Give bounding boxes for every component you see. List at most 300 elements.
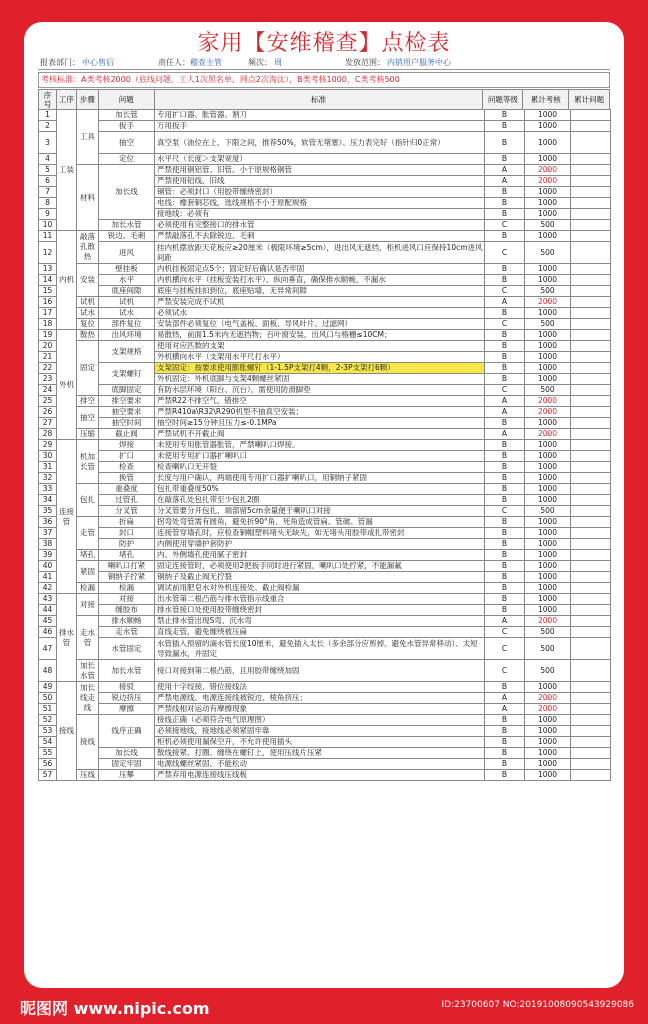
assessment-cell: 1000: [525, 748, 571, 759]
problem-count-cell: [571, 627, 611, 638]
row-index: 3: [39, 132, 57, 154]
step-cell: 排空: [77, 396, 99, 407]
row-index: 9: [39, 209, 57, 220]
step-cell: 散热: [77, 330, 99, 341]
standard-cell: 铜纳子及截止阀无拧裂: [155, 572, 485, 583]
step-cell: 包扎: [77, 484, 99, 517]
level-cell: C: [485, 286, 525, 297]
table-row: [39, 704, 611, 715]
issue-cell: 抽空时间: [99, 418, 155, 429]
row-index: 6: [39, 176, 57, 187]
assessment-cell: 500: [525, 385, 571, 396]
standard-cell: 水管插入预留的滴水管长度10厘米，避免插入太长（多余部分应剪掉、避免水管异常移动）、太短导致漏水，并固定: [155, 638, 485, 660]
problem-count-cell: [571, 572, 611, 583]
issue-cell: 支架规格: [99, 341, 155, 363]
level-cell: B: [485, 561, 525, 572]
issue-cell: 锐边、毛刺: [99, 231, 155, 242]
table-row: [39, 297, 611, 308]
assessment-cell: 2000: [525, 616, 571, 627]
assessment-cell: 1000: [525, 550, 571, 561]
level-cell: B: [485, 484, 525, 495]
issue-cell: 水平: [99, 275, 155, 286]
problem-count-cell: [571, 121, 611, 132]
problem-count-cell: [571, 748, 611, 759]
standard-cell: 内、外侧墙孔使用腻子密封: [155, 550, 485, 561]
issue-cell: 底座间隙: [99, 286, 155, 297]
standard-cell: 未使用专用胀管器胀管，严禁喇叭口焊接。: [155, 440, 485, 451]
standard-cell: 接线正确（必须符合电气原理图）: [155, 715, 485, 726]
step-cell: 接线: [77, 715, 99, 770]
level-cell: B: [485, 550, 525, 561]
freq-value: 周: [274, 58, 282, 67]
level-cell: C: [485, 319, 525, 330]
row-index: 47: [39, 638, 57, 660]
assessment-cell: 1000: [525, 341, 571, 352]
standard-cell: 抽空时间≥15分钟且压力≤-0.1MPa: [155, 418, 485, 429]
problem-count-cell: [571, 297, 611, 308]
assessment-cell: 1000: [525, 682, 571, 693]
standard-cell: 直线走管，避免缠绕被压扁: [155, 627, 485, 638]
level-cell: A: [485, 693, 525, 704]
table-row: [39, 242, 611, 264]
table-row: [39, 528, 611, 539]
standard-cell: 外机固定：外机底脚与支架4颗螺丝紧固: [155, 374, 485, 385]
assessment-cell: 1000: [525, 121, 571, 132]
assessment-cell: 1000: [525, 440, 571, 451]
row-index: 2: [39, 121, 57, 132]
problem-count-cell: [571, 517, 611, 528]
issue-cell: 进风: [99, 242, 155, 264]
assessment-cell: 500: [525, 286, 571, 297]
process-cell: 排水管: [57, 594, 77, 682]
assessment-cell: 2000: [525, 407, 571, 418]
standard-cell: 包扎带重叠度50%: [155, 484, 485, 495]
problem-count-cell: [571, 770, 611, 781]
row-index: 20: [39, 341, 57, 352]
standard-cell: 接地线：必须有: [155, 209, 485, 220]
problem-count-cell: [571, 407, 611, 418]
step-cell: 加长线走线: [77, 682, 99, 715]
problem-count-cell: [571, 209, 611, 220]
level-cell: C: [485, 242, 525, 264]
standard-cell: 严禁敲落孔不去除锐边、毛刺: [155, 231, 485, 242]
issue-cell: 摩擦: [99, 704, 155, 715]
table-row: [39, 418, 611, 429]
table-row: [39, 429, 611, 440]
table-row: [39, 319, 611, 330]
level-cell: B: [485, 748, 525, 759]
row-index: 15: [39, 286, 57, 297]
problem-count-cell: [571, 374, 611, 385]
table-row: [39, 110, 611, 121]
standard-cell: 水平尺（长度＞支架宽度）: [155, 154, 485, 165]
table-row: [39, 330, 611, 341]
assessment-cell: 1000: [525, 308, 571, 319]
issue-cell: 压攀: [99, 770, 155, 781]
problem-count-cell: [571, 319, 611, 330]
row-index: 56: [39, 759, 57, 770]
problem-count-cell: [571, 473, 611, 484]
assessment-cell: 2000: [525, 165, 571, 176]
assessment-cell: 1000: [525, 418, 571, 429]
problem-count-cell: [571, 682, 611, 693]
assessment-cell: 2000: [525, 396, 571, 407]
assessment-standard: 考核标准：A类考核2000（底线问题，工人1次黑名单，网点2次淘汰），B类考核1000，C类考核500: [38, 72, 610, 88]
standard-cell: 严禁安装完成不试机: [155, 297, 485, 308]
step-cell: 试机: [77, 297, 99, 308]
level-cell: B: [485, 418, 525, 429]
step-cell: 工具: [77, 110, 99, 165]
table-header: [38, 89, 610, 109]
issue-cell: 部件复位: [99, 319, 155, 330]
step-cell: 试水: [77, 308, 99, 319]
row-index: 38: [39, 539, 57, 550]
level-cell: B: [485, 440, 525, 451]
standard-cell: 万用扳手: [155, 121, 485, 132]
issue-cell: 防护: [99, 539, 155, 550]
issue-cell: 走水管: [99, 627, 155, 638]
issue-cell: 检漏: [99, 583, 155, 594]
assessment-cell: 1000: [525, 451, 571, 462]
problem-count-cell: [571, 638, 611, 660]
row-index: 30: [39, 451, 57, 462]
row-index: 22: [39, 363, 57, 374]
table-row: [39, 341, 611, 352]
table-row: [39, 264, 611, 275]
table-row: [39, 693, 611, 704]
problem-count-cell: [571, 594, 611, 605]
row-index: 24: [39, 385, 57, 396]
issue-cell: 扳手: [99, 121, 155, 132]
row-index: 37: [39, 528, 57, 539]
table-row: [39, 627, 611, 638]
row-index: 48: [39, 660, 57, 682]
assessment-cell: 1000: [525, 737, 571, 748]
assessment-cell: 1000: [525, 209, 571, 220]
assessment-cell: 500: [525, 506, 571, 517]
problem-count-cell: [571, 484, 611, 495]
row-index: 1: [39, 110, 57, 121]
table-row: [39, 231, 611, 242]
problem-count-cell: [571, 715, 611, 726]
row-index: 4: [39, 154, 57, 165]
step-cell: 抽空: [77, 407, 99, 429]
problem-count-cell: [571, 330, 611, 341]
level-cell: B: [485, 605, 525, 616]
problem-count-cell: [571, 165, 611, 176]
assessment-cell: 1000: [525, 572, 571, 583]
table-row: [39, 715, 611, 726]
standard-cell: 挂内机摆放距天花板应≥20厘米（极限环境≥5cm），进出风无遮挡，柜机进风口应保持10cm进风间距: [155, 242, 485, 264]
step-cell: 压缩: [77, 429, 99, 440]
issue-cell: 重叠度: [99, 484, 155, 495]
header-assessment: 累计考核: [523, 90, 569, 109]
table-row: [39, 506, 611, 517]
level-cell: B: [485, 462, 525, 473]
row-index: 31: [39, 462, 57, 473]
assessment-cell: 1000: [525, 539, 571, 550]
level-cell: A: [485, 297, 525, 308]
issue-cell: 堵孔: [99, 550, 155, 561]
row-index: 10: [39, 220, 57, 231]
table-row: [39, 121, 611, 132]
issue-cell: 接驳: [99, 682, 155, 693]
table-row: [39, 407, 611, 418]
table-row: [39, 275, 611, 286]
row-index: 57: [39, 770, 57, 781]
assessment-cell: 1000: [525, 517, 571, 528]
row-index: 45: [39, 616, 57, 627]
table-row: [39, 165, 611, 176]
table-row: [39, 638, 611, 660]
issue-cell: 加长水管: [99, 220, 155, 231]
standard-cell: 电源线螺丝紧固、不能松动: [155, 759, 485, 770]
standard-cell: 底座与挂板挂扣到位，底座贴墙，无异常间隙: [155, 286, 485, 297]
standard-cell: 严禁线相对运动有摩擦现象: [155, 704, 485, 715]
assessment-cell: 1000: [525, 495, 571, 506]
step-cell: 机加长管: [77, 440, 99, 484]
assessment-cell: 1000: [525, 462, 571, 473]
problem-count-cell: [571, 264, 611, 275]
level-cell: C: [485, 506, 525, 517]
assessment-cell: 1000: [525, 132, 571, 154]
process-cell: 接线: [57, 682, 77, 781]
standard-cell: 专用扩口器、胀管器、割刀: [155, 110, 485, 121]
problem-count-cell: [571, 396, 611, 407]
problem-count-cell: [571, 759, 611, 770]
problem-count-cell: [571, 275, 611, 286]
assessment-cell: 1000: [525, 352, 571, 363]
level-cell: C: [485, 660, 525, 682]
row-index: 17: [39, 308, 57, 319]
row-index: 13: [39, 264, 57, 275]
problem-count-cell: [571, 737, 611, 748]
step-cell: 材料: [77, 165, 99, 231]
level-cell: B: [485, 110, 525, 121]
issue-cell: 排水顺畅: [99, 616, 155, 627]
row-index: 5: [39, 165, 57, 176]
step-cell: 固定: [77, 341, 99, 396]
issue-cell: 分叉管: [99, 506, 155, 517]
table-row: [39, 451, 611, 462]
problem-count-cell: [571, 110, 611, 121]
header-standard: 标准: [155, 90, 484, 109]
table-row: [39, 770, 611, 781]
level-cell: B: [485, 341, 525, 352]
assessment-cell: 1000: [525, 374, 571, 385]
issue-cell: 定位: [99, 154, 155, 165]
level-cell: B: [485, 682, 525, 693]
standard-cell: 连接管穿墙孔时，应检查铜帽塑料堵头无缺失，如无堵头用胶带或扎带密封: [155, 528, 485, 539]
problem-count-cell: [571, 605, 611, 616]
level-cell: B: [485, 352, 525, 363]
level-cell: B: [485, 583, 525, 594]
standard-cell: 在敲落孔处包扎带至少包扎2圈: [155, 495, 485, 506]
table-row: [39, 517, 611, 528]
problem-count-cell: [571, 495, 611, 506]
assessment-cell: 1000: [525, 484, 571, 495]
standard-cell: 严禁试机不开截止阀: [155, 429, 485, 440]
assessment-cell: 1000: [525, 528, 571, 539]
level-cell: B: [485, 517, 525, 528]
table-row: [39, 440, 611, 451]
assessment-cell: 1000: [525, 198, 571, 209]
step-cell: 安装: [77, 264, 99, 297]
problem-count-cell: [571, 176, 611, 187]
problem-count-cell: [571, 506, 611, 517]
watermark-logo: 昵图网 www.nipic.com: [20, 999, 210, 1018]
watermark-id: ID:23700607 NO:20191008090543929086: [441, 1000, 634, 1010]
level-cell: B: [485, 726, 525, 737]
level-cell: B: [485, 132, 525, 154]
problem-count-cell: [571, 187, 611, 198]
assessment-cell: 2000: [525, 704, 571, 715]
level-cell: B: [485, 451, 525, 462]
row-index: 33: [39, 484, 57, 495]
standard-cell: 排水管接口处使用胶带缠绕密封: [155, 605, 485, 616]
table-row: [39, 561, 611, 572]
standard-cell: 易散热，前面1.5米内无遮挡物；百叶窗安装，出风口与格栅≤10CM；: [155, 330, 485, 341]
assessment-cell: 2000: [525, 429, 571, 440]
watermark-bar: [0, 992, 648, 1024]
issue-cell: 固定牢固: [99, 759, 155, 770]
table-row: [39, 605, 611, 616]
step-cell: 检漏: [77, 583, 99, 594]
row-index: 11: [39, 231, 57, 242]
page-title: 家用【安维稽查】点检表: [197, 31, 451, 56]
problem-count-cell: [571, 242, 611, 264]
level-cell: B: [485, 231, 525, 242]
step-cell: 对接: [77, 594, 99, 616]
row-index: 43: [39, 594, 57, 605]
header-index: 序号: [39, 90, 57, 109]
standard-cell: 固定连接管时，必须使用2把扳手同时进行紧固，喇叭口处拧紧，不能漏氟: [155, 561, 485, 572]
level-cell: B: [485, 198, 525, 209]
level-cell: B: [485, 121, 525, 132]
level-cell: A: [485, 396, 525, 407]
table-row: [39, 550, 611, 561]
row-index: 21: [39, 352, 57, 363]
table-row: [39, 583, 611, 594]
level-cell: B: [485, 473, 525, 484]
level-cell: A: [485, 407, 525, 418]
row-index: 52: [39, 715, 57, 726]
problem-count-cell: [571, 451, 611, 462]
owner-value: 稽查主管: [190, 58, 222, 67]
freq-label: 频次：: [248, 58, 272, 67]
row-index: 51: [39, 704, 57, 715]
problem-count-cell: [571, 363, 611, 374]
table-row: [39, 572, 611, 583]
problem-count-cell: [571, 693, 611, 704]
assessment-cell: 1000: [525, 726, 571, 737]
standard-cell: 电线：橡套铜芯线，选线规格不小于原配规格: [155, 198, 485, 209]
table-row: [39, 594, 611, 605]
issue-cell: 扩口: [99, 451, 155, 462]
issue-cell: 封口: [99, 528, 155, 539]
dept-value: 中心售后: [82, 58, 114, 67]
level-cell: B: [485, 594, 525, 605]
problem-count-cell: [571, 154, 611, 165]
level-cell: B: [485, 572, 525, 583]
standard-cell: 严禁电源线、电源连接线被锐边、棱角挤压；: [155, 693, 485, 704]
table-row: [39, 286, 611, 297]
scope-label: 发放范围：: [345, 58, 385, 67]
level-cell: B: [485, 528, 525, 539]
row-index: 36: [39, 517, 57, 528]
table-row: [39, 484, 611, 495]
level-cell: C: [485, 627, 525, 638]
problem-count-cell: [571, 704, 611, 715]
step-cell: 复位: [77, 319, 99, 330]
issue-cell: 对接: [99, 594, 155, 605]
problem-count-cell: [571, 132, 611, 154]
problem-count-cell: [571, 616, 611, 627]
table-row: [39, 154, 611, 165]
report-info: [38, 56, 610, 70]
level-cell: B: [485, 737, 525, 748]
issue-cell: 支架螺钉: [99, 363, 155, 385]
level-cell: B: [485, 264, 525, 275]
problem-count-cell: [571, 583, 611, 594]
level-cell: B: [485, 275, 525, 286]
level-cell: A: [485, 176, 525, 187]
row-index: 53: [39, 726, 57, 737]
problem-count-cell: [571, 308, 611, 319]
level-cell: A: [485, 616, 525, 627]
row-index: 25: [39, 396, 57, 407]
level-cell: C: [485, 638, 525, 660]
table-row: [39, 616, 611, 627]
standard-cell: 检查喇叭口无开裂: [155, 462, 485, 473]
assessment-cell: 1000: [525, 264, 571, 275]
level-cell: C: [485, 220, 525, 231]
assessment-cell: 1000: [525, 110, 571, 121]
assessment-cell: 500: [525, 638, 571, 660]
standard-cell: 内侧使用穿墙护套防护: [155, 539, 485, 550]
assessment-cell: 1000: [525, 594, 571, 605]
step-cell: 敲落孔散热: [77, 231, 99, 264]
assessment-cell: 1000: [525, 770, 571, 781]
issue-cell: 排空要求: [99, 396, 155, 407]
row-index: 27: [39, 418, 57, 429]
row-index: 12: [39, 242, 57, 264]
problem-count-cell: [571, 231, 611, 242]
standard-cell: 调试前用肥皂水对外机连接处、截止阀检漏: [155, 583, 485, 594]
standard-cell: 接口对接到第二根凸筋，且用胶带缠绕加固: [155, 660, 485, 682]
standard-cell: 铜管：必须封口（用胶带缠绕密封）: [155, 187, 485, 198]
problem-count-cell: [571, 528, 611, 539]
table-row: [39, 759, 611, 770]
table-row: [39, 385, 611, 396]
level-cell: C: [485, 385, 525, 396]
owner-label: 责任人：: [158, 58, 190, 67]
assessment-cell: 1000: [525, 605, 571, 616]
problem-count-cell: [571, 198, 611, 209]
problem-count-cell: [571, 429, 611, 440]
standard-cell: 内机横向水平（挂板安装打水平）、纵向垂直，确保排水顺畅，不漏水: [155, 275, 485, 286]
table-row: [39, 308, 611, 319]
row-index: 35: [39, 506, 57, 517]
issue-cell: 截止阀: [99, 429, 155, 440]
assessment-cell: 1000: [525, 231, 571, 242]
assessment-cell: 1000: [525, 363, 571, 374]
step-cell: 走管: [77, 517, 99, 550]
assessment-cell: 1000: [525, 330, 571, 341]
issue-cell: 抽空: [99, 132, 155, 154]
header-level: 问题等级: [483, 90, 523, 109]
table-row: [39, 396, 611, 407]
